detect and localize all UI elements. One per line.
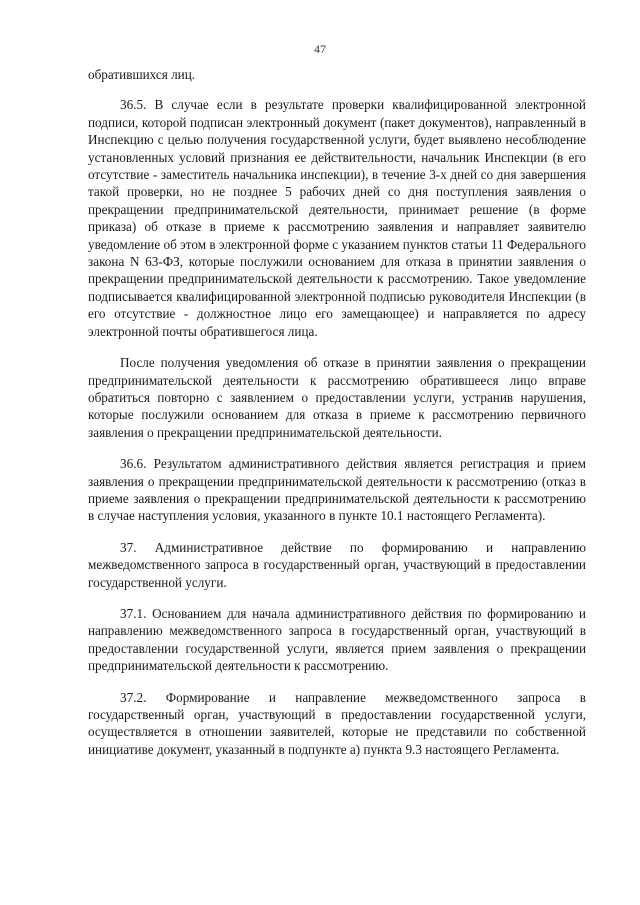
paragraph-after-notice: После получения уведомления об отказе в принятии заявления о прекращении предпринимательской деятельности к рассмотрению обратившееся лицо вправе обратиться повторно с заявлением о предоставлении услуги, устранив нарушения, которые послужили основанием для отказа в приеме к рассмотрению первичного заявления о прекращении предпринимательской деятельности. bbox=[88, 355, 586, 440]
paragraph-continuation: обратившихся лиц. bbox=[88, 67, 196, 82]
paragraph-37: 37. Административное действие по формированию и направлению межведомственного запроса в государственный орган, участвующий в предоставлении государственной услуги. bbox=[88, 539, 586, 590]
paragraph-36-6: 36.6. Результатом административного действия является регистрация и прием заявления о прекращении предпринимательской деятельности к рассмотрению (отказ в приеме заявления о прекращении предпринимательской деятельности к рассмотрению в случае наступления условия, указанного в пункте 10.1 настоящего Регламента). bbox=[88, 456, 586, 524]
paragraph-37-2: 37.2. Формирование и направление межведомственного запроса в государственный орган, участвующий в предоставлении государственной услуги, осуществляется в отношении заявителей, которые не представили по собственной инициативе документ, указанный в подпункте а) пункта 9.3 настоящего Регламента. bbox=[88, 689, 586, 757]
paragraph-36-5: 36.5. В случае если в результате проверки квалифицированной электронной подписи, которой подписан электронный документ (пакет документов), направленный в Инспекцию с целью получения государственной услуги, будет выявлено несоблюдение установленных условий признания ее действительности, начальник Инспекции (в его отсутствие - заместитель начальника инспекции), в течение 3-х дней со дня завершения такой проверки, но не позднее 5 рабочих дней со дня поступления заявления о прекращении предпринимательской деятельности, принимает решение (в форме приказа) об отказе в приеме к рассмотрению заявления и направляет заявителю уведомление об этом в электронной форме с указанием пунктов статьи 11 Федерального закона N 63-ФЗ, которые послужили основанием для отказа в принятии заявления о прекращении предпринимательской деятельности к рассмотрению. Такое уведомление подписывается квалифицированной электронной подписью руководителя Инспекции (в его отсутствие - должностное лицо его замещающее) и направляется по адресу электронной почты обратившегося лица. bbox=[88, 97, 586, 339]
page-number: 47 bbox=[314, 42, 326, 56]
document-body bbox=[88, 66, 586, 772]
paragraph-37-1: 37.1. Основанием для начала административного действия по формированию и направлению межведомственного запроса в государственный орган, участвующий в предоставлении государственной услуги, является прием заявления о прекращении предпринимательской деятельности к рассмотрению. bbox=[88, 605, 586, 674]
